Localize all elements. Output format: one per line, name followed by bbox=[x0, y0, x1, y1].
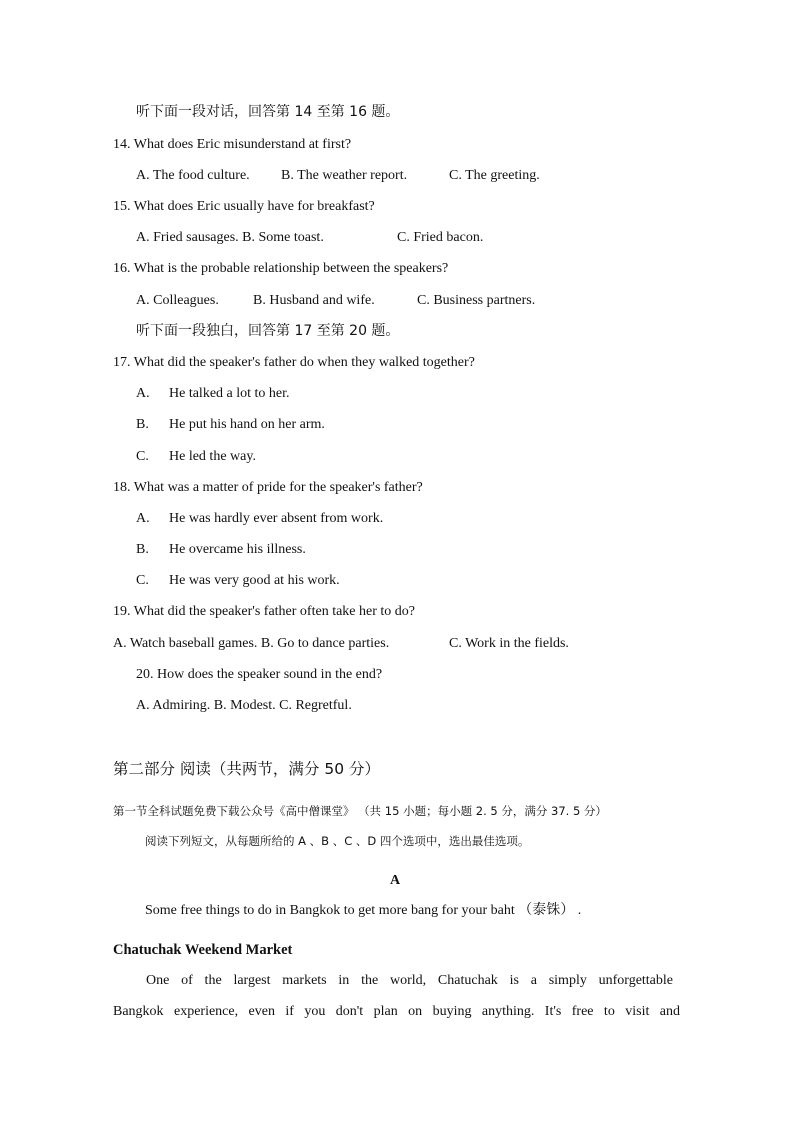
q18-option-a-label: A. bbox=[136, 511, 150, 526]
q18-option-a: He was hardly ever absent from work. bbox=[169, 511, 384, 526]
q14-option-b: B. The weather report. bbox=[281, 168, 408, 183]
q17-option-b-label: B. bbox=[136, 417, 149, 432]
passage-subheading: Chatuchak Weekend Market bbox=[113, 942, 293, 958]
q20-options: A. Admiring. B. Modest. C. Regretful. bbox=[136, 698, 352, 713]
q18-option-b-label: B. bbox=[136, 542, 149, 557]
reading-instruction: 阅读下列短文，从每题所给的 A 、B 、C 、D 四个选项中，选出最佳选项。 bbox=[145, 834, 530, 848]
question-20: 20. How does the speaker sound in the end? bbox=[136, 667, 383, 682]
q17-option-a: He talked a lot to her. bbox=[169, 386, 290, 401]
q16-option-b: B. Husband and wife. bbox=[253, 293, 375, 308]
q18-option-c-label: C. bbox=[136, 573, 149, 588]
question-19: 19. What did the speaker's father often take her to do? bbox=[113, 604, 415, 619]
passage-intro: Some free things to do in Bangkok to get more bang for your baht （泰铢） . bbox=[145, 903, 582, 918]
q17-option-c: He led the way. bbox=[169, 449, 256, 464]
q18-option-b: He overcame his illness. bbox=[169, 542, 306, 557]
q17-option-a-label: A. bbox=[136, 386, 150, 401]
reading-part-title: 第二部分 阅读（共两节，满分 50 分） bbox=[113, 760, 381, 778]
q15-option-ab: A. Fried sausages. B. Some toast. bbox=[136, 230, 324, 245]
question-15: 15. What does Eric usually have for breakfast? bbox=[113, 199, 375, 214]
q18-option-c: He was very good at his work. bbox=[169, 573, 340, 588]
passage-label: A bbox=[390, 873, 401, 888]
listening-group2-intro: 听下面一段独白，回答第 17 至第 20 题。 bbox=[136, 323, 400, 339]
question-16: 16. What is the probable relationship between the speakers? bbox=[113, 261, 449, 276]
q16-option-c: C. Business partners. bbox=[417, 293, 536, 308]
reading-section-title: 第一节全科试题免费下载公众号《高中僧课堂》 （共 15 小题；每小题 2. 5 分，满分 37. 5 分） bbox=[113, 804, 607, 818]
passage-paragraph-line-1: One of the largest markets in the world, Chatuchak is a simply unforgettable bbox=[146, 973, 673, 988]
question-17: 17. What did the speaker's father do when they walked together? bbox=[113, 355, 475, 370]
q19-option-c: C. Work in the fields. bbox=[449, 636, 569, 651]
q19-option-ab: A. Watch baseball games. B. Go to dance parties. bbox=[113, 636, 390, 651]
question-18: 18. What was a matter of pride for the speaker's father? bbox=[113, 480, 423, 495]
q14-option-c: C. The greeting. bbox=[449, 168, 540, 183]
passage-paragraph-line-2: Bangkok experience, even if you don't plan on buying anything. It's free to visit and bbox=[113, 1004, 680, 1019]
q14-option-a: A. The food culture. bbox=[136, 168, 250, 183]
q17-option-b: He put his hand on her arm. bbox=[169, 417, 325, 432]
listening-group1-intro: 听下面一段对话，回答第 14 至第 16 题。 bbox=[136, 104, 400, 120]
q17-option-c-label: C. bbox=[136, 449, 149, 464]
q16-option-a: A. Colleagues. bbox=[136, 293, 219, 308]
q15-option-c: C. Fried bacon. bbox=[397, 230, 484, 245]
question-14: 14. What does Eric misunderstand at first? bbox=[113, 137, 352, 152]
